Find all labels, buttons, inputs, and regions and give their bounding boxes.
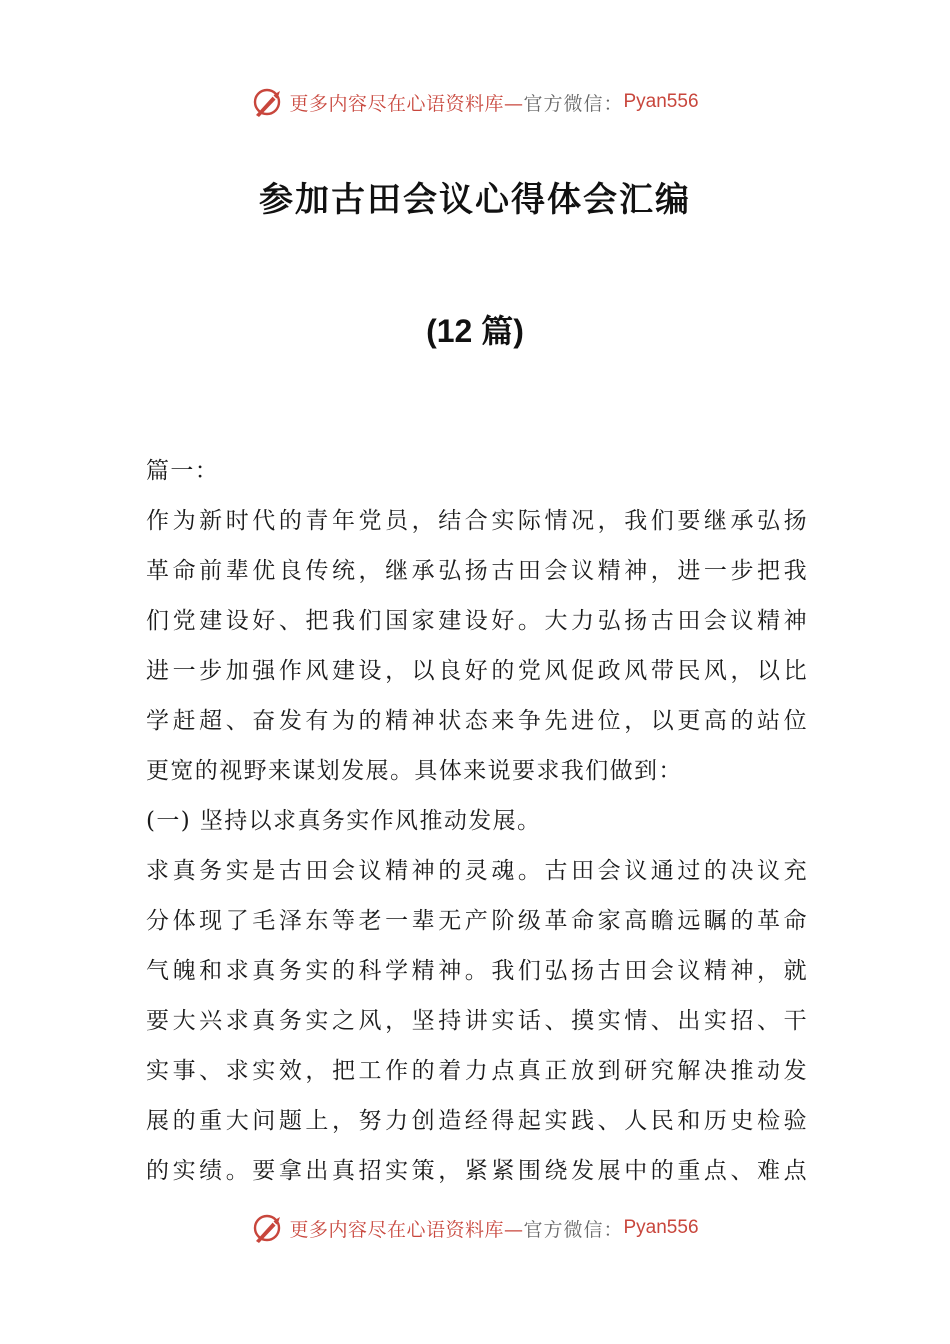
document-subtitle: (12 篇) (426, 313, 524, 349)
header-watermark-banner (0, 82, 950, 122)
body-line: 学赶超、奋发有为的精神状态来争先进位，以更高的站位 (146, 708, 808, 734)
body-line: 革命前辈优良传统，继承弘扬古田会议精神，进一步把我 (146, 558, 808, 584)
body-line: 实事、求实效，把工作的着力点真正放到研究解决推动发 (146, 1058, 808, 1084)
watermark-wechat-label: 官方微信： (523, 1218, 624, 1241)
document-title: 参加古田会议心得体会汇编 (259, 180, 691, 220)
body-line: 更宽的视野来谋划发展。具体来说要求我们做到： (146, 758, 683, 784)
watermark-wechat-id: Pyan556 (623, 1217, 699, 1238)
body-line: 要大兴求真务实之风，坚持讲实话、摸实情、出实招、干 (146, 1008, 808, 1034)
watermark-wechat-label: 官方微信： (523, 92, 624, 115)
body-line: 分体现了毛泽东等老一辈无产阶级革命家高瞻远瞩的革命 (146, 908, 808, 934)
body-line: 的实绩。要拿出真招实策，紧紧围绕发展中的重点、难点 (146, 1158, 808, 1184)
body-line: 进一步加强作风建设，以良好的党风促政风带民风，以比 (146, 658, 808, 684)
watermark-wechat-id: Pyan556 (623, 91, 699, 112)
body-line: 展的重大问题上，努力创造经得起实践、人民和历史检验 (146, 1108, 808, 1134)
body-line: 作为新时代的青年党员，结合实际情况，我们要继承弘扬 (146, 508, 808, 534)
subsection-heading: (一) 坚持以求真务实作风推动发展。 (146, 808, 542, 834)
watermark-library-text: 更多内容尽在心语资料库— (289, 92, 524, 115)
body-line: 们党建设好、把我们国家建设好。大力弘扬古田会议精神 (146, 608, 808, 634)
section-heading: 篇一： (146, 458, 220, 484)
pen-logo-icon (251, 85, 285, 119)
body-line: 气魄和求真务实的科学精神。我们弘扬古田会议精神，就 (146, 958, 808, 984)
footer-watermark-banner (0, 1208, 950, 1248)
document-body (146, 446, 808, 1196)
pen-logo-icon (251, 1211, 285, 1245)
watermark-library-text: 更多内容尽在心语资料库— (289, 1218, 524, 1241)
body-line: 求真务实是古田会议精神的灵魂。古田会议通过的决议充 (146, 858, 808, 884)
